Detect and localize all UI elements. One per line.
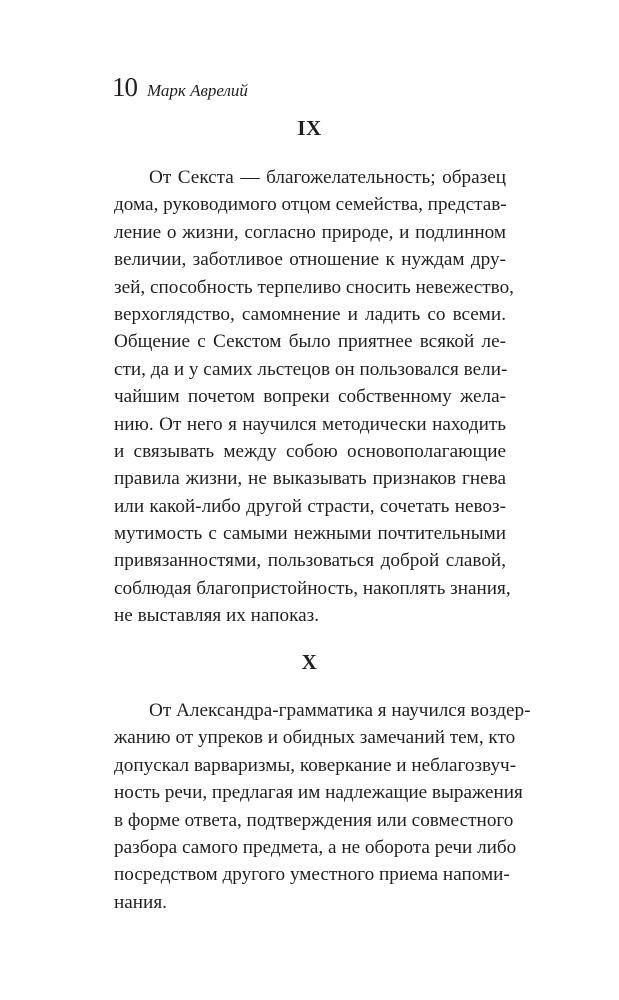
running-head-author: Марк Аврелий <box>147 81 248 100</box>
text-line: соблюдая благопристойность, накоплять знания, <box>114 577 511 599</box>
text-line: сти, да и у самих льстецов он пользовался вели- <box>114 358 508 380</box>
text-line: ность речи, предлагая им надлежащие выражения <box>114 782 523 804</box>
text-line: От Александра-грамматика я научился воздер- <box>149 700 531 721</box>
text-line: нию. От него я научился методически находить <box>114 413 506 435</box>
text-line: посредством другого уместного приема напоми- <box>114 864 510 886</box>
section-heading-x: X <box>301 650 318 674</box>
text-line: ление о жизни, согласно природе, и подлинном <box>114 221 506 243</box>
text-line: жанию от упреков и обидных замечаний тем, кто <box>114 727 516 749</box>
page-number: 10 <box>112 72 137 102</box>
text-line: дома, руководимого отцом семейства, представ- <box>114 194 507 216</box>
text-line: верхоглядство, самомнение и ладить со всеми. <box>114 303 506 325</box>
running-head <box>112 72 248 108</box>
text-line: От Секста — благожелательность; образец <box>149 167 506 188</box>
text-line: в форме ответа, подтверждения или совместного <box>114 809 514 831</box>
text-line: привязанностями, пользоваться доброй славой, <box>114 550 506 572</box>
text-line: или какой-либо другой страсти, сочетать невоз- <box>114 495 506 517</box>
text-line: допускал варваризмы, коверкание и неблагозвуч- <box>114 754 517 776</box>
text-line: не выставляя их напоказ. <box>114 605 319 627</box>
text-line: и связывать между собою основополагающие <box>114 440 506 462</box>
text-line: зей, способность терпеливо сносить невежество, <box>114 276 514 298</box>
text-line: разбора самого предмета, а не оборота речи либо <box>114 836 517 858</box>
text-line: величии, заботливое отношение к нуждам дру- <box>114 249 506 271</box>
text-line: нания. <box>114 891 167 913</box>
text-line: правила жизни, не выказывать признаков гнева <box>114 468 506 490</box>
text-line: чайшим почетом вопреки собственному жела- <box>114 386 506 408</box>
text-line: мутимость с самыми нежными почтительными <box>114 523 506 545</box>
section-heading-ix: IX <box>297 116 322 140</box>
text-line: Общение с Секстом было приятнее всякой ле- <box>114 331 506 353</box>
section-x-paragraph <box>114 697 531 916</box>
section-ix-paragraph <box>114 164 514 630</box>
